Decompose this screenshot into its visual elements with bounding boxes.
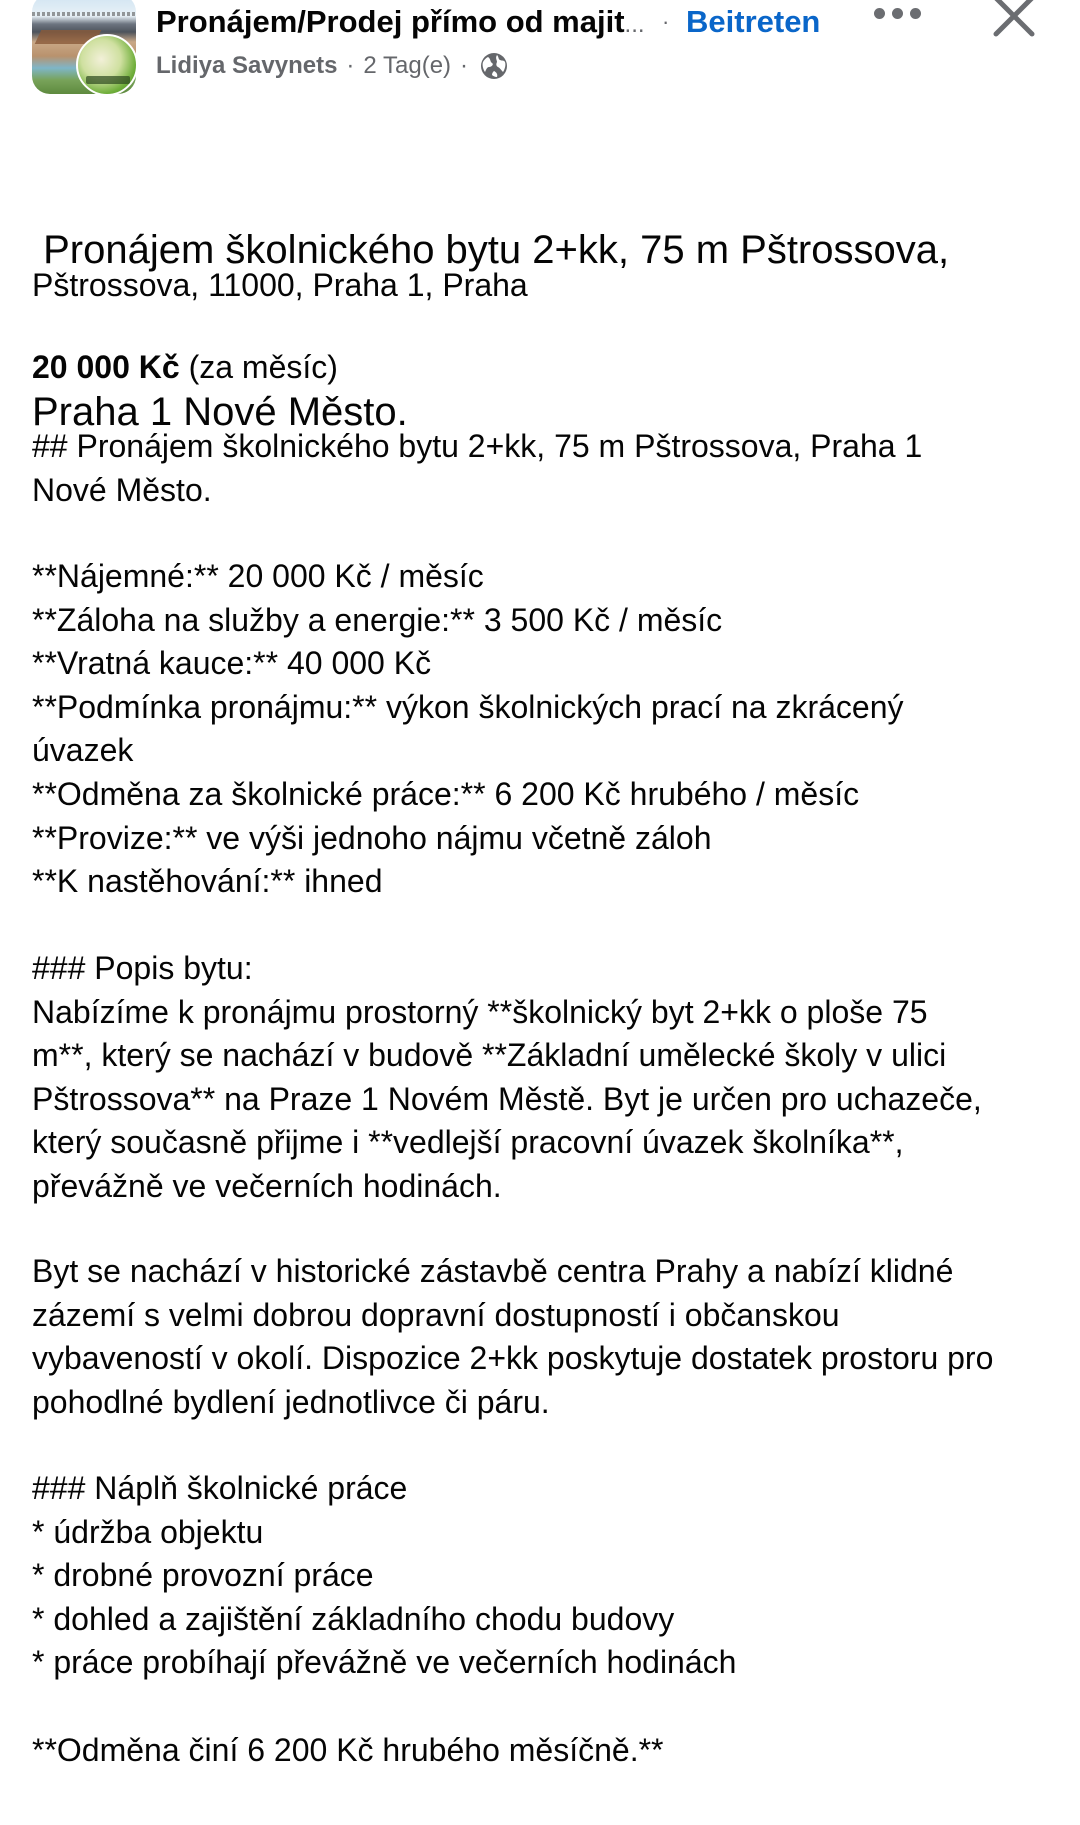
listing-heading-line: ## Pronájem školnického bytu 2+kk, 75 m Pštrossova, Praha 1 [32, 428, 923, 464]
post-header [0, 0, 1080, 100]
description-line: Pštrossova** na Praze 1 Novém Městě. Byt je určen pro uchazeče, [32, 1080, 982, 1117]
author-name[interactable]: Lidiya Savynets [156, 52, 338, 79]
post-meta [156, 48, 509, 84]
location-line: vybaveností v okolí. Dispozice 2+kk poskytuje dostatek prostoru pro [32, 1340, 994, 1377]
post-address: Pštrossova, 11000, Praha 1, Praha [32, 267, 528, 303]
location-line: Byt se nachází v historické zástavbě centra Prahy a nabízí klidné [32, 1253, 954, 1289]
join-group-button[interactable]: Beitreten [686, 4, 821, 39]
location-line: pohodlné bydlení jednotlivce či páru. [32, 1383, 550, 1420]
description-line: převážně ve večerních hodinách. [32, 1167, 502, 1204]
group-avatar[interactable] [32, 0, 136, 94]
globe-icon [479, 51, 509, 81]
detail-utilities: **Záloha na služby a energie:** 3 500 Kč / měsíc [32, 601, 723, 638]
close-button[interactable] [990, 0, 1038, 40]
meta-separator: · [460, 52, 469, 79]
meta-separator: · [346, 52, 355, 79]
detail-rent: **Nájemné:** 20 000 Kč / měsíc [32, 558, 484, 594]
post-price [32, 345, 338, 389]
duty-item: * práce probíhají převážně ve večerních hodinách [32, 1644, 737, 1681]
duties-heading: ### Náplň školnické práce [32, 1470, 408, 1506]
description-line: m**, který se nachází v budově **Základní umělecké školy v ulici [32, 1037, 947, 1074]
detail-deposit: **Vratná kauce:** 40 000 Kč [32, 645, 432, 682]
location-paragraph [32, 1250, 1042, 1424]
location-line: zázemí s velmi dobrou dopravní dostupností i občanskou [32, 1296, 840, 1333]
detail-commission: **Provize:** ve výši jednoho nájmu včetně záloh [32, 819, 712, 856]
description-line: který současně přijme i **vedlejší pracovní úvazek školníka**, [32, 1124, 904, 1161]
price-period: (za měsíc) [179, 349, 338, 385]
post-title-line: Praha 1 Nové Město. [32, 390, 408, 434]
group-name: Pronájem/Prodej přímo od majit [156, 4, 625, 39]
more-horizontal-icon-dot [910, 8, 921, 19]
duty-item: * údržba objektu [32, 1513, 264, 1550]
detail-move-in: **K nastěhování:** ihned [32, 863, 383, 900]
listing-heading-line: Nové Město. [32, 471, 212, 508]
group-name-link[interactable] [156, 2, 645, 42]
post-title-line: Pronájem školnického bytu 2+kk, 75 m Pštrossova, [32, 228, 950, 272]
duty-item: * drobné provozní práce [32, 1557, 374, 1594]
detail-reward: **Odměna za školnické práce:** 6 200 Kč hrubého / měsíc [32, 775, 860, 812]
avatar-globe-logo [76, 34, 136, 94]
close-icon [990, 0, 1038, 40]
closing-note: **Odměna činí 6 200 Kč hrubého měsíčně.** [32, 1732, 664, 1768]
listing-heading [32, 425, 1042, 512]
more-horizontal-icon [874, 8, 885, 19]
listing-details [32, 555, 1042, 904]
more-options-button[interactable] [872, 2, 924, 26]
duties-section [32, 1467, 1042, 1685]
duty-item: * dohled a zajištění základního chodu budovy [32, 1600, 675, 1637]
description-heading: ### Popis bytu: [32, 950, 253, 986]
post-time[interactable]: 2 Tag(e) [363, 52, 452, 79]
more-horizontal-icon-dot [892, 8, 903, 19]
description-section [32, 947, 1042, 1209]
detail-condition-cont: úvazek [32, 732, 134, 769]
title-separator: · [662, 9, 670, 34]
avatar-banner [32, 12, 136, 16]
group-name-ellipsis: ... [624, 11, 645, 38]
detail-condition: **Podmínka pronájmu:** výkon školnických prací na zkrácený [32, 688, 904, 725]
description-line: Nabízíme k pronájmu prostorný **školnický byt 2+kk o ploše 75 [32, 993, 928, 1030]
price-value: 20 000 Kč [32, 349, 180, 385]
